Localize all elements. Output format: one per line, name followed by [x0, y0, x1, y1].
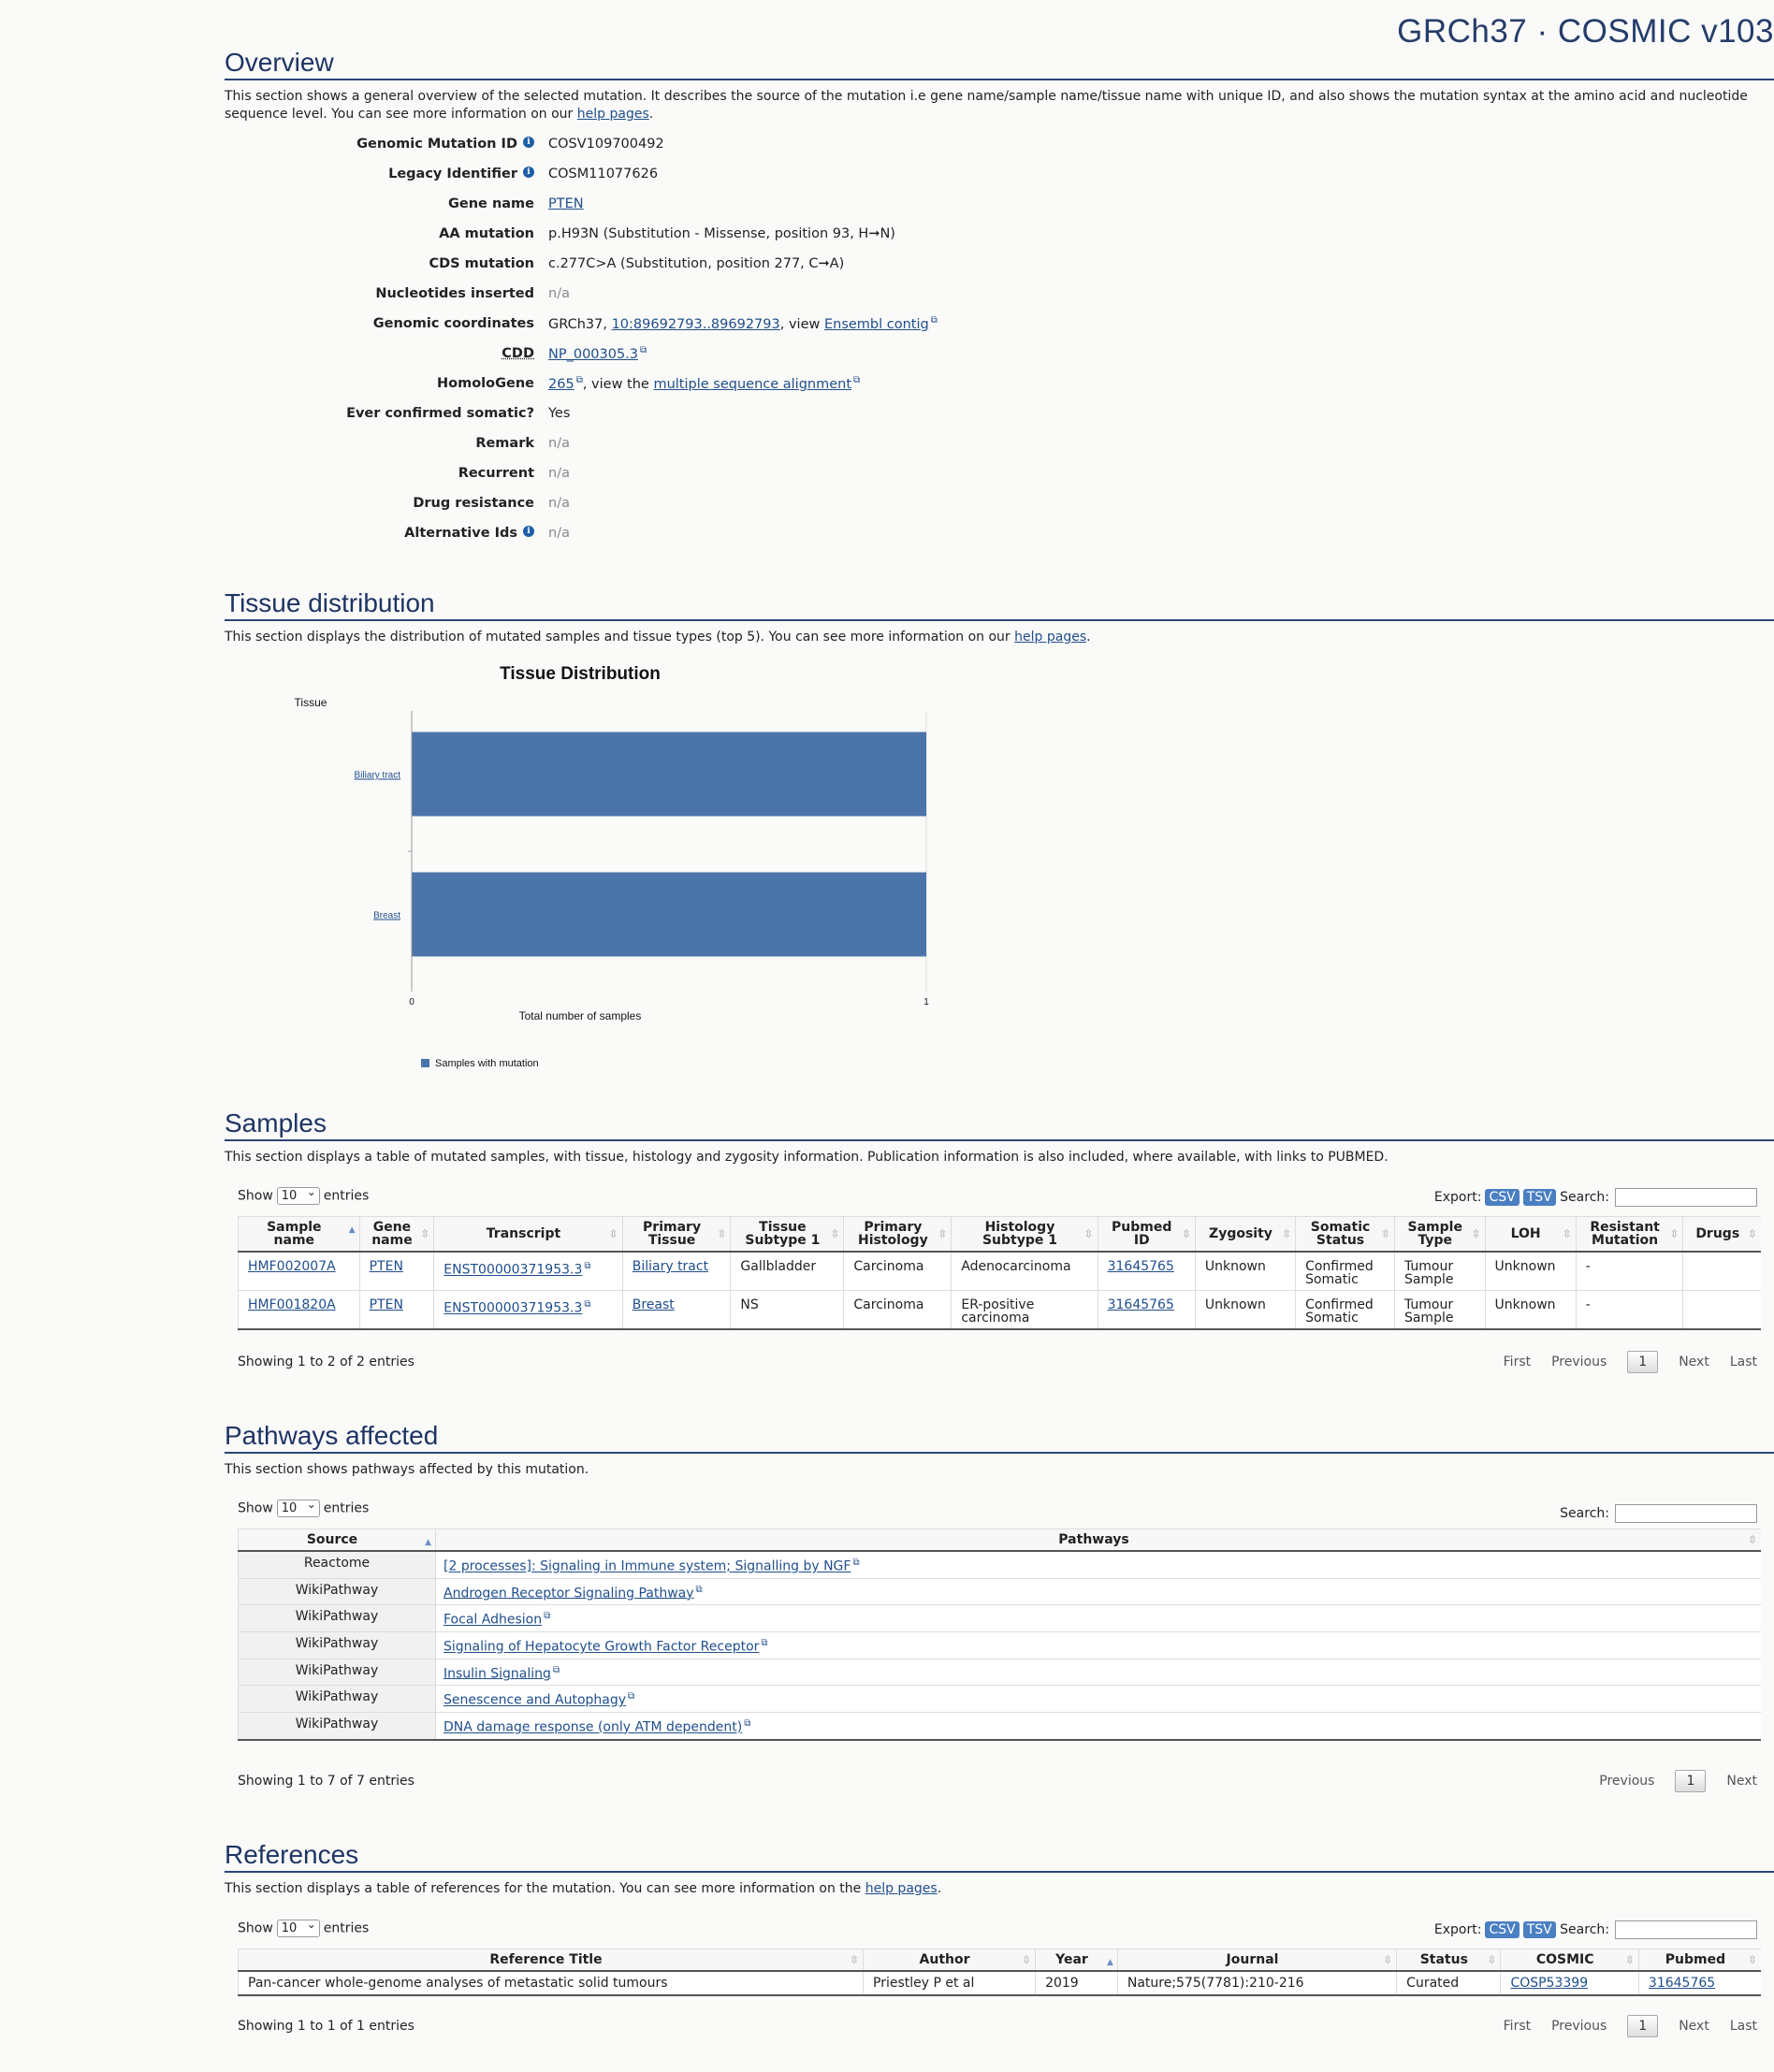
samples-info: Showing 1 to 2 of 2 entries [238, 1355, 414, 1369]
cell-primary-histology: Carcinoma [844, 1252, 952, 1291]
genomic-coordinates: GRCh37, 10:89692793..89692793, view Ensembl contig ⧉ [548, 315, 938, 332]
export-csv-button[interactable]: CSV [1485, 1189, 1519, 1206]
cell-year: 2019 [1036, 1971, 1118, 1995]
recurrent-value: n/a [548, 466, 570, 481]
category-label-breast[interactable]: Breast [373, 910, 400, 921]
legacy-identifier: COSM11077626 [548, 167, 659, 181]
references-description: This section displays a table of references for the mutation. You can see more information on the help pages. [225, 1881, 942, 1896]
cell-source: WikiPathway [239, 1686, 436, 1713]
cell-source: Reactome [239, 1551, 436, 1578]
cell-pathway [436, 1631, 1762, 1659]
pathways-section [225, 1420, 1774, 1479]
cell-resistant-mutation: - [1576, 1252, 1683, 1291]
field-label: CDD [502, 346, 534, 361]
cdd-link[interactable]: NP_000305.3 [548, 346, 639, 362]
cell-link[interactable]: ENST00000371953.3 [444, 1262, 583, 1278]
last-button[interactable]: Last [1729, 2019, 1757, 2034]
cell-pathway [436, 1712, 1762, 1739]
pathways-search-input[interactable] [1615, 1504, 1757, 1523]
chart-title: Tissue Distribution [500, 664, 661, 684]
x-tick-label: 1 [923, 997, 929, 1007]
cell-source: WikiPathway [239, 1605, 436, 1632]
field-label: Legacy Identifier i [225, 167, 534, 181]
field-label: Genomic Mutation ID i [225, 137, 534, 152]
tissue-distribution-chart [225, 655, 936, 1085]
cell-primary-tissue [622, 1291, 731, 1330]
bar-biliary-tract[interactable] [412, 732, 926, 817]
last-button[interactable]: Last [1729, 1355, 1757, 1369]
field-label: Genomic coordinates [372, 316, 534, 331]
external-link-icon: ⧉ [628, 1691, 635, 1703]
cell-link[interactable]: 31645765 [1107, 1259, 1174, 1274]
table-row [239, 1252, 1762, 1291]
external-link-icon: ⧉ [552, 1664, 560, 1675]
tissue-section [225, 587, 1774, 646]
external-link-icon: ⧉ [584, 1261, 591, 1271]
pathways-description: This section shows pathways affected by this mutation. [225, 1462, 589, 1477]
cell-cosmic [1501, 1971, 1638, 1995]
table-row [239, 1578, 1762, 1605]
aa-mutation: p.H93N (Substitution - Missense, position 93, H➞N) [548, 226, 895, 241]
info-icon[interactable]: i [523, 137, 534, 148]
cell-somatic-status: Confirmed Somatic [1296, 1252, 1395, 1291]
cell-source: WikiPathway [239, 1659, 436, 1686]
column-header-source[interactable]: Source ▲ [239, 1529, 436, 1552]
column-header-primary-tissue[interactable]: Primary Tissue ⇳ [622, 1217, 731, 1253]
alternative-ids-value: n/a [548, 526, 570, 541]
field-label: AA mutation [439, 226, 534, 241]
cell-loh: Unknown [1485, 1252, 1576, 1291]
column-header-author[interactable]: Author ⇳ [864, 1949, 1036, 1972]
cell-drugs [1683, 1252, 1761, 1291]
cell-pathway [436, 1605, 1762, 1632]
cell-source: WikiPathway [239, 1578, 436, 1605]
pathways-toolbar: Search: [1560, 1504, 1757, 1523]
cell-pathway [436, 1551, 1762, 1578]
cell-gene-name [359, 1252, 434, 1291]
samples-length-control: Show 10 ⌄ entries [238, 1187, 369, 1205]
references-length-control: Show 10 ⌄ entries [238, 1920, 369, 1937]
field-label: Gene name [448, 196, 534, 211]
table-row [239, 1291, 1762, 1330]
cell-pathway [436, 1659, 1762, 1686]
cell-link[interactable]: HMF002007A [248, 1259, 336, 1274]
cell-primary-histology: Carcinoma [844, 1291, 952, 1330]
x-axis-title: Total number of samples [518, 1009, 642, 1022]
bar-breast[interactable] [412, 873, 926, 957]
table-row [239, 1712, 1762, 1739]
column-header-somatic-status[interactable]: Somatic Status ⇳ [1296, 1217, 1395, 1253]
coordinates-link[interactable]: 10:89692793..89692793 [611, 316, 780, 332]
cell-pathway [436, 1578, 1762, 1605]
column-header-reference-title[interactable]: Reference Title ⇳ [239, 1949, 864, 1972]
page-size-select[interactable]: 10 ⌄ [277, 1500, 320, 1517]
export-csv-button[interactable]: CSV [1485, 1921, 1519, 1938]
pathway-link[interactable]: Signaling of Hepatocyte Growth Factor Receptor [444, 1639, 760, 1655]
references-heading: References [225, 1839, 1774, 1873]
page-1-button[interactable]: 1 [1627, 2015, 1658, 2037]
help-pages-link[interactable]: help pages [865, 1881, 938, 1896]
column-header-drugs[interactable]: Drugs ⇳ [1683, 1217, 1761, 1253]
field-label: HomoloGene [437, 376, 534, 391]
page-1-button[interactable]: 1 [1627, 1351, 1658, 1373]
cell-histology-subtype-1: ER-positive carcinoma [952, 1291, 1098, 1330]
column-header-status[interactable]: Status ⇳ [1397, 1949, 1501, 1972]
references-pagination [1483, 2015, 1757, 2037]
first-button[interactable]: First [1503, 1355, 1532, 1369]
samples-description: This section displays a table of mutated samples, with tissue, histology and zygosity information. Publication information is also included, where available, with links to PUBMED. [225, 1150, 1389, 1165]
help-pages-link[interactable]: help pages [576, 107, 649, 122]
ensembl-contig-link[interactable]: Ensembl contig [823, 316, 929, 332]
page-size-select[interactable]: 10 ⌄ [277, 1187, 320, 1205]
cell-resistant-mutation: - [1576, 1291, 1683, 1330]
previous-button[interactable]: Previous [1551, 2019, 1607, 2034]
pathways-heading: Pathways affected [225, 1420, 1774, 1454]
cell-author: Priestley P et al [864, 1971, 1036, 1995]
field-label: CDS mutation [429, 256, 534, 271]
cell-primary-tissue [622, 1252, 731, 1291]
column-header-journal[interactable]: Journal ⇳ [1117, 1949, 1396, 1972]
tissue-description: This section displays the distribution of mutated samples and tissue types (top 5). You can see more information on our help pages. [225, 630, 1091, 645]
cell-journal: Nature;575(7781):210-216 [1117, 1971, 1396, 1995]
table-row [239, 1659, 1762, 1686]
column-header-pubmed-id[interactable]: Pubmed ID ⇳ [1098, 1217, 1195, 1253]
external-link-icon: ⧉ [695, 1584, 703, 1595]
next-button[interactable]: Next [1726, 1774, 1757, 1789]
help-pages-link[interactable]: help pages [1014, 630, 1087, 645]
cell-transcript [434, 1291, 622, 1330]
cell-sample-type: Tumour Sample [1394, 1252, 1485, 1291]
info-icon[interactable]: i [523, 167, 534, 178]
pathways-length-control: Show 10 ⌄ entries [238, 1500, 369, 1517]
cell-tissue-subtype-1: NS [731, 1291, 844, 1330]
cell-source: WikiPathway [239, 1712, 436, 1739]
column-header-transcript[interactable]: Transcript ⇳ [434, 1217, 622, 1253]
pathway-link[interactable]: DNA damage response (only ATM dependent) [444, 1719, 743, 1735]
y-axis-title: Tissue [294, 696, 327, 709]
gene-name-link[interactable]: PTEN [548, 196, 584, 211]
pathway-link[interactable]: Focal Adhesion [444, 1612, 543, 1628]
cell-histology-subtype-1: Adenocarcinoma [952, 1252, 1098, 1291]
pathways-pagination [1578, 1770, 1757, 1792]
cell-pubmed [1638, 1971, 1761, 1995]
cell-link[interactable]: 31645765 [1648, 1976, 1716, 1991]
export-tsv-button[interactable]: TSV [1523, 1921, 1556, 1938]
table-row [239, 1686, 1762, 1713]
samples-toolbar: Export: CSV TSV Search: [1434, 1188, 1757, 1207]
external-link-icon: ⧉ [852, 1558, 860, 1568]
table-row [239, 1551, 1762, 1578]
pathway-link[interactable]: Senescence and Autophagy [444, 1692, 627, 1708]
cell-link[interactable]: HMF001820A [248, 1297, 336, 1312]
cell-sample-name [239, 1252, 360, 1291]
cell-pubmed-id [1098, 1252, 1195, 1291]
references-search-input[interactable] [1615, 1920, 1757, 1939]
table-row [239, 1971, 1762, 1995]
cell-tissue-subtype-1: Gallbladder [731, 1252, 844, 1291]
external-link-icon: ⧉ [744, 1717, 751, 1729]
cell-source: WikiPathway [239, 1631, 436, 1659]
references-info: Showing 1 to 1 of 1 entries [238, 2019, 414, 2034]
page-size-select[interactable]: 10 ⌄ [277, 1920, 320, 1937]
category-label-biliary-tract[interactable]: Biliary tract [354, 770, 400, 781]
overview-heading: Overview [225, 47, 1774, 80]
cell-status: Curated [1397, 1971, 1501, 1995]
pathways-table [238, 1529, 1761, 1741]
info-icon[interactable]: i [523, 526, 534, 537]
overview-section [225, 47, 1774, 548]
field-label: Drug resistance [413, 496, 534, 511]
samples-search-input[interactable] [1615, 1188, 1757, 1207]
samples-table [238, 1216, 1761, 1330]
cell-somatic-status: Confirmed Somatic [1296, 1291, 1395, 1330]
remark-value: n/a [548, 436, 570, 451]
legend-swatch [421, 1059, 429, 1067]
cell-pubmed-id [1098, 1291, 1195, 1330]
samples-section [225, 1108, 1774, 1166]
column-header-gene-name[interactable]: Gene name ⇳ [359, 1217, 434, 1253]
cell-pathway [436, 1686, 1762, 1713]
drug-resistance-value: n/a [548, 496, 570, 511]
cell-link[interactable]: 31645765 [1107, 1297, 1174, 1312]
field-label: Nucleotides inserted [375, 286, 534, 301]
external-link-icon: ⧉ [761, 1637, 768, 1648]
column-header-pathways[interactable]: Pathways ⇳ [436, 1529, 1762, 1552]
column-header-tissue-subtype-1[interactable]: Tissue Subtype 1 ⇳ [731, 1217, 844, 1253]
column-header-resistant-mutation[interactable]: Resistant Mutation ⇳ [1576, 1217, 1683, 1253]
column-header-sample-name[interactable]: Sample name ▲ [239, 1217, 360, 1253]
external-link-icon: ⧉ [544, 1611, 551, 1622]
cell-link[interactable]: PTEN [369, 1297, 403, 1312]
pathway-link[interactable]: [2 processes]: Signaling in Immune system; Signalling by NGF [444, 1558, 851, 1574]
column-header-year[interactable]: Year ▲ [1036, 1949, 1118, 1972]
table-row [239, 1631, 1762, 1659]
page-1-button[interactable]: 1 [1675, 1770, 1706, 1792]
cell-zygosity: Unknown [1195, 1252, 1295, 1291]
site-brand: GRCh37 · COSMIC v103 [1397, 13, 1774, 50]
column-header-pubmed[interactable]: Pubmed ⇳ [1638, 1949, 1761, 1972]
cell-link[interactable]: Biliary tract [632, 1259, 709, 1274]
msa-link[interactable]: multiple sequence alignment [653, 376, 852, 392]
cell-link[interactable]: COSP53399 [1510, 1976, 1589, 1991]
export-tsv-button[interactable]: TSV [1523, 1189, 1556, 1206]
next-button[interactable]: Next [1679, 2019, 1709, 2034]
pathways-info: Showing 1 to 7 of 7 entries [238, 1774, 414, 1789]
references-table [238, 1949, 1761, 1996]
homologene-link[interactable]: 265 [548, 376, 574, 392]
cell-reference-title: Pan-cancer whole-genome analyses of metastatic solid tumours [239, 1971, 864, 1995]
ever-confirmed-value: Yes [548, 406, 571, 421]
cell-loh: Unknown [1485, 1291, 1576, 1330]
references-toolbar: Export: CSV TSV Search: [1434, 1920, 1757, 1939]
cell-sample-type: Tumour Sample [1394, 1291, 1485, 1330]
column-header-sample-type[interactable]: Sample Type ⇳ [1394, 1217, 1485, 1253]
cell-zygosity: Unknown [1195, 1291, 1295, 1330]
column-header-cosmic[interactable]: COSMIC ⇳ [1501, 1949, 1638, 1972]
x-tick-label: 0 [409, 997, 414, 1007]
cell-link[interactable]: PTEN [369, 1259, 403, 1274]
samples-heading: Samples [225, 1108, 1774, 1141]
column-header-loh[interactable]: LOH ⇳ [1485, 1217, 1576, 1253]
pathway-link[interactable]: Insulin Signaling [444, 1666, 551, 1682]
column-header-primary-histology[interactable]: Primary Histology ⇳ [844, 1217, 952, 1253]
first-button[interactable]: First [1503, 2019, 1532, 2034]
tissue-heading: Tissue distribution [225, 587, 1774, 621]
pathway-link[interactable]: Androgen Receptor Signaling Pathway [444, 1586, 694, 1601]
column-header-zygosity[interactable]: Zygosity ⇳ [1195, 1217, 1295, 1253]
cell-transcript [434, 1252, 622, 1291]
legend-label: Samples with mutation [435, 1058, 539, 1069]
field-label: Ever confirmed somatic? [346, 406, 534, 421]
cell-sample-name [239, 1291, 360, 1330]
field-label: Alternative Ids i [225, 526, 534, 541]
references-section [225, 1839, 1774, 1898]
cell-link[interactable]: ENST00000371953.3 [444, 1300, 583, 1316]
external-link-icon: ⧉ [853, 375, 861, 386]
previous-button[interactable]: Previous [1551, 1355, 1607, 1369]
external-link-icon: ⧉ [930, 315, 938, 326]
next-button[interactable]: Next [1679, 1355, 1709, 1369]
overview-description: This section shows a general overview of the selected mutation. It describes the source of the mutation i.e gene name/sample name/tissue name with unique ID, and also shows the mutation syntax at the amino acid and nucleotide sequence level. You can see more information on our help pages. [225, 89, 1748, 122]
field-label: Recurrent [458, 466, 534, 481]
external-link-icon: ⧉ [584, 1299, 591, 1310]
column-header-histology-subtype-1[interactable]: Histology Subtype 1 ⇳ [952, 1217, 1098, 1253]
external-link-icon: ⧉ [640, 345, 647, 356]
cell-drugs [1683, 1291, 1761, 1330]
nucleotides-inserted: n/a [548, 286, 570, 301]
genomic-mutation-id: COSV109700492 [548, 137, 664, 152]
cds-mutation: c.277C>A (Substitution, position 277, C➞A) [548, 256, 845, 271]
field-label: Remark [475, 436, 534, 451]
cell-gene-name [359, 1291, 434, 1330]
overview-fields: Genomic Mutation ID i COSV109700492 Legacy Identifier i COSM11077626 Gene name PTEN AA mutation p.H93N (Substitution - Missense, position 93, H➞N) CDS mutation c.277C>A (Substitution, position 277, C➞A) Nucleotides inserted n/a Genomic coordinates GRCh37, 10:89692793..89692793, view Ensembl contig ⧉ CDD NP_000305.3 ⧉ HomoloGene 265 ⧉, view the multiple sequence alignment ⧉ Ever confirmed somatic? Yes Remark n/a Recurrent n/a Drug resistance n/a Alternative Ids i n/a [225, 129, 1774, 548]
external-link-icon: ⧉ [575, 375, 583, 386]
table-row [239, 1605, 1762, 1632]
samples-pagination [1483, 1351, 1757, 1373]
cell-link[interactable]: Breast [632, 1297, 675, 1312]
previous-button[interactable]: Previous [1599, 1774, 1655, 1789]
